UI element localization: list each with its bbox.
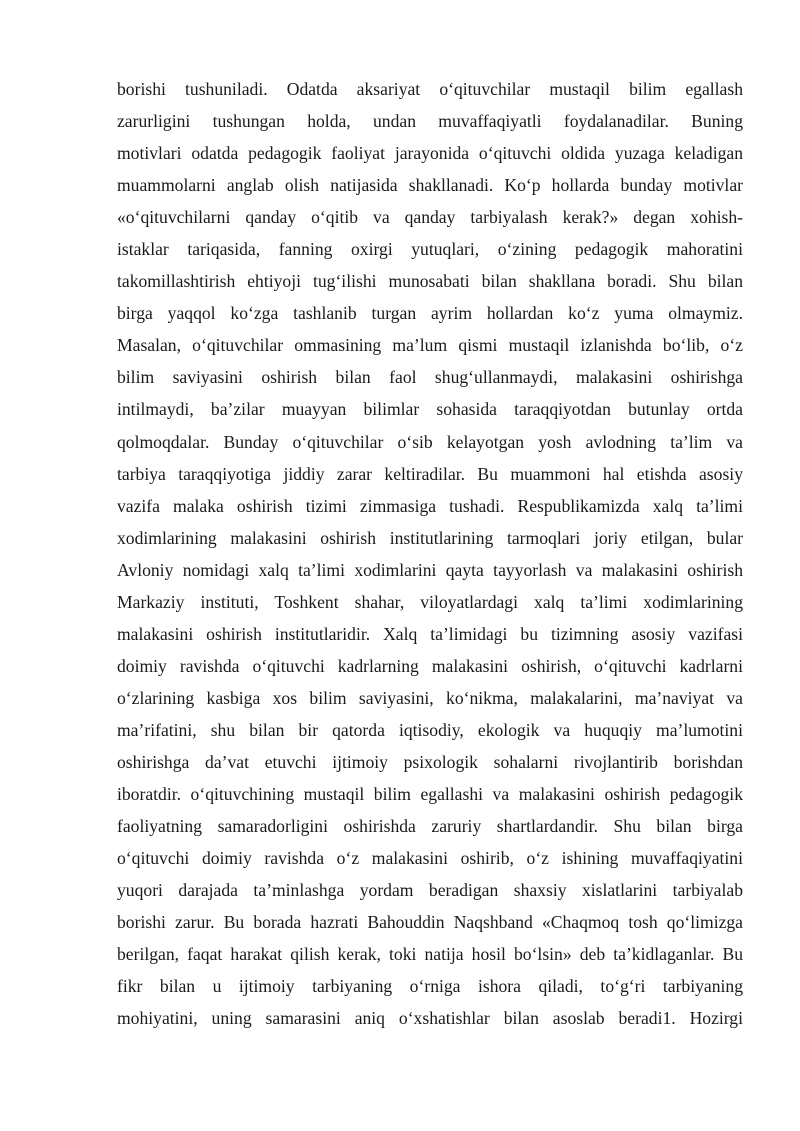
- text-line: motivlari odatda pedagogik faoliyat jarayonida o‘qituvchi oldida yuzaga keladigan: [117, 143, 743, 164]
- text-line: Markaziy instituti, Toshkent shahar, viloyatlardagi xalq ta’limi xodimlarining: [117, 591, 743, 612]
- text-line: iboratdir. o‘qituvchining mustaqil bilim egallashi va malakasini oshirish pedagogik: [117, 784, 743, 805]
- text-line: birga yaqqol ko‘zga tashlanib turgan ayrim hollardan ko‘z yuma olmaymiz.: [117, 303, 743, 324]
- text-line: intilmaydi, ba’zilar muayyan bilimlar sohasida taraqqiyotdan butunlay ortda: [117, 399, 743, 420]
- text-line: ma’rifatini, shu bilan bir qatorda iqtisodiy, ekologik va huquqiy ma’lumotini: [117, 719, 743, 740]
- text-line: o‘qituvchi doimiy ravishda o‘z malakasini oshirib, o‘z ishining muvaffaqiyatini: [117, 848, 743, 869]
- text-line: muammolarni anglab olish natijasida shakllanadi. Ko‘p hollarda bunday motivlar: [117, 175, 743, 196]
- text-line: vazifa malaka oshirish tizimi zimmasiga tushadi. Respublikamizda xalq ta’limi: [117, 495, 743, 516]
- text-line: mohiyatini, uning samarasini aniq o‘xshatishlar bilan asoslab beradi1. Hozirgi: [117, 1008, 743, 1029]
- text-line: bilim saviyasini oshirish bilan faol shug‘ullanmaydi, malakasini oshirishga: [117, 367, 743, 388]
- text-line: tarbiya taraqqiyotiga jiddiy zarar keltiradilar. Bu muammoni hal etishda asosiy: [117, 463, 743, 484]
- text-line: xodimlarining malakasini oshirish institutlarining tarmoqlari joriy etilgan, bular: [117, 527, 743, 548]
- text-line: fikr bilan u ijtimoiy tarbiyaning o‘rniga ishora qiladi, to‘g‘ri tarbiyaning: [117, 976, 743, 997]
- text-line: berilgan, faqat harakat qilish kerak, toki natija hosil bo‘lsin» deb ta’kidlaganlar. Bu: [117, 944, 743, 965]
- text-line: zarurligini tushungan holda, undan muvaffaqiyatli foydalanadilar. Buning: [117, 111, 743, 132]
- text-line: Masalan, o‘qituvchilar ommasining ma’lum qismi mustaqil izlanishda bo‘lib, o‘z: [117, 335, 743, 356]
- text-line: Avloniy nomidagi xalq ta’limi xodimlarini qayta tayyorlash va malakasini oshirish: [117, 559, 743, 580]
- text-line: oshirishga da’vat etuvchi ijtimoiy psixologik sohalarni rivojlantirib borishdan: [117, 751, 743, 772]
- body-paragraph: [117, 73, 743, 1034]
- text-line: takomillashtirish ehtiyoji tug‘ilishi munosabati bilan shakllana boradi. Shu bilan: [117, 271, 743, 292]
- text-line: doimiy ravishda o‘qituvchi kadrlarning malakasini oshirish, o‘qituvchi kadrlarni: [117, 655, 743, 676]
- text-line: borishi tushuniladi. Odatda aksariyat o‘qituvchilar mustaqil bilim egallash: [117, 79, 743, 99]
- text-line: yuqori darajada ta’minlashga yordam beradigan shaxsiy xislatlarini tarbiyalab: [117, 880, 743, 901]
- text-line: borishi zarur. Bu borada hazrati Bahouddin Naqshband «Chaqmoq tosh qo‘limizga: [117, 912, 743, 933]
- text-line: «o‘qituvchilarni qanday o‘qitib va qanday tarbiyalash kerak?» degan xohish-: [117, 207, 743, 228]
- text-line: istaklar tariqasida, fanning oxirgi yutuqlari, o‘zining pedagogik mahoratini: [117, 239, 743, 260]
- text-line: qolmoqdalar. Bunday o‘qituvchilar o‘sib kelayotgan yosh avlodning ta’lim va: [117, 431, 743, 452]
- text-line: malakasini oshirish institutlaridir. Xalq ta’limidagi bu tizimning asosiy vazifasi: [117, 623, 743, 644]
- text-line: faoliyatning samaradorligini oshirishda zaruriy shartlardandir. Shu bilan birga: [117, 816, 743, 837]
- text-line: o‘zlarining kasbiga xos bilim saviyasini, ko‘nikma, malakalarini, ma’naviyat va: [117, 687, 743, 708]
